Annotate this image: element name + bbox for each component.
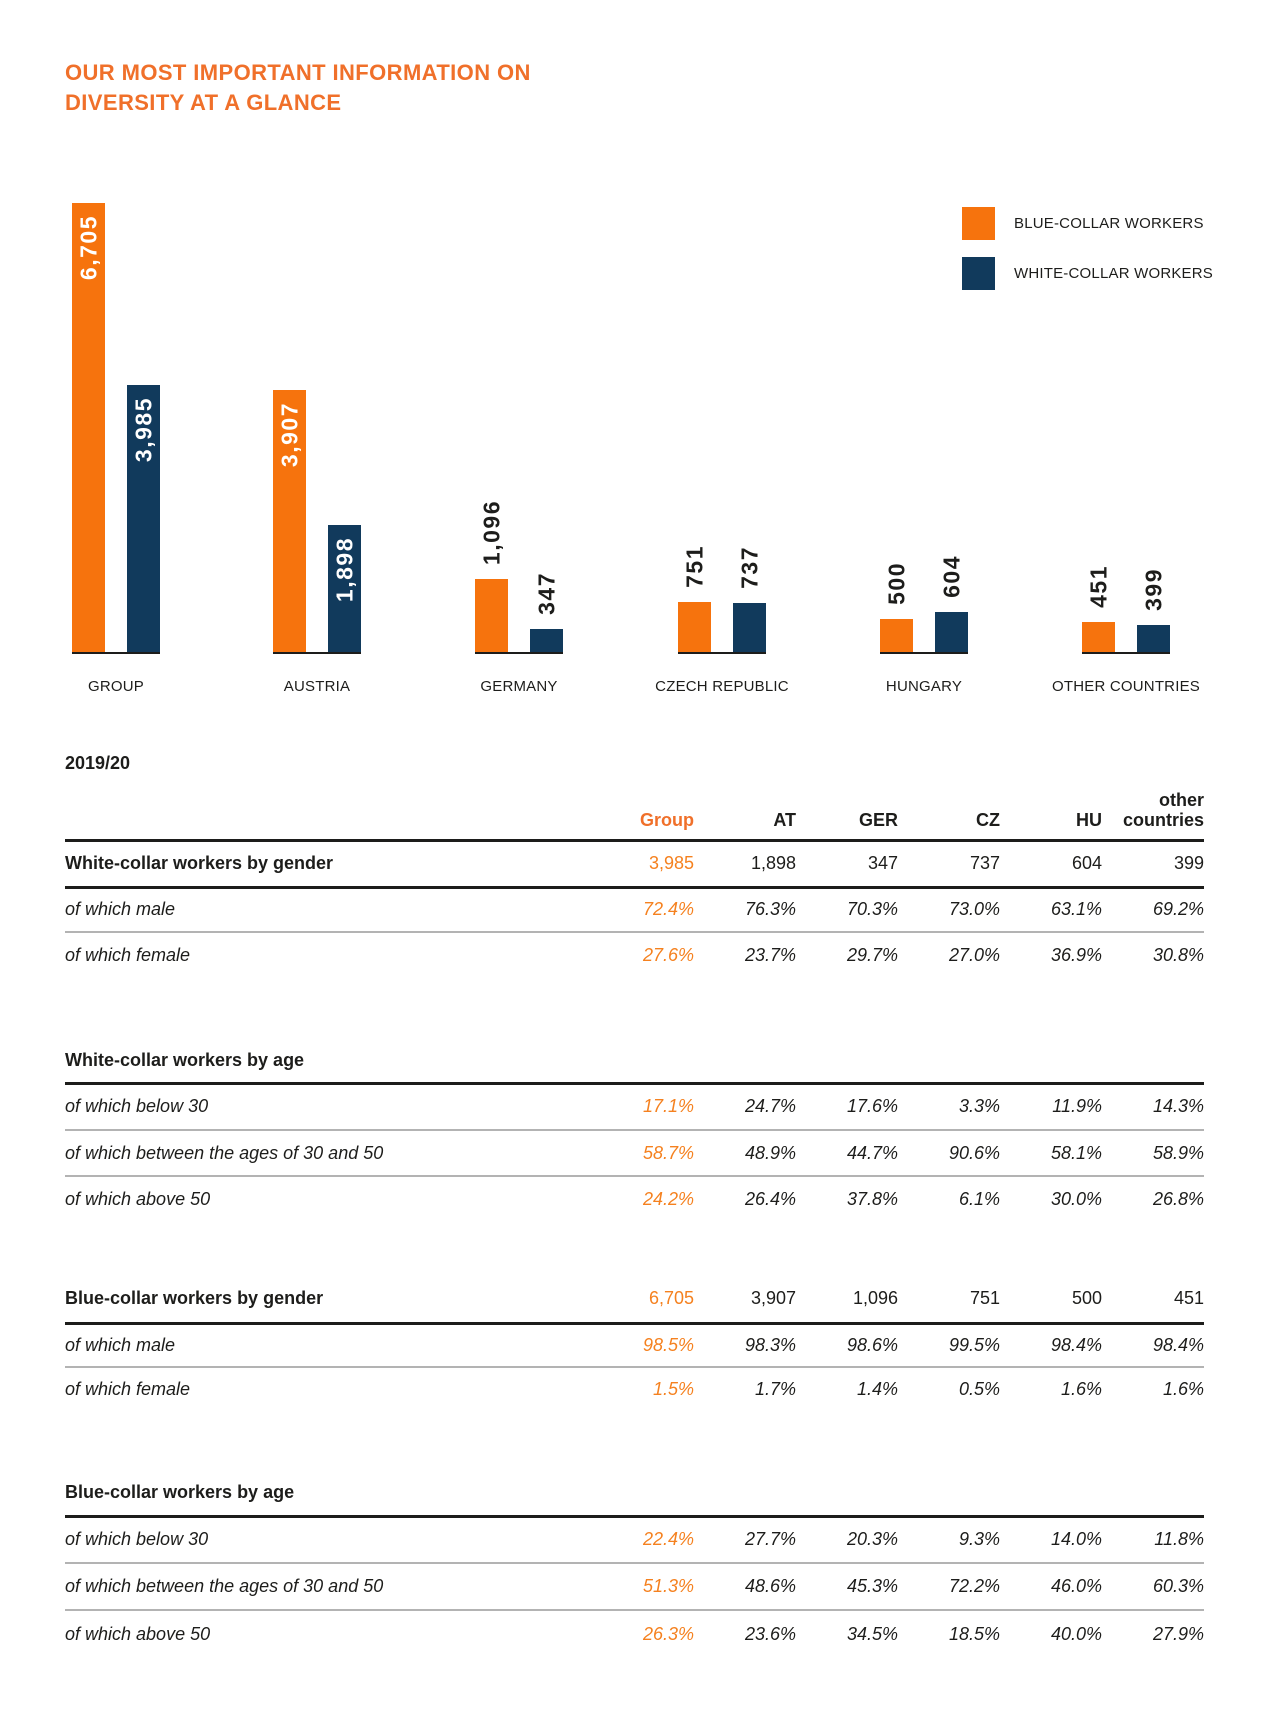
bar-white-collar	[733, 546, 766, 652]
column-header-other-countries: other countries	[1102, 766, 1204, 840]
cell-cz: 3.3%	[898, 1083, 1000, 1130]
cell-other-countries: 26.8%	[1152, 1189, 1204, 1209]
table-data-row	[65, 887, 1204, 932]
cell-hu: 500	[1000, 1276, 1102, 1323]
cell-at: 23.6%	[744, 1623, 796, 1644]
table-data-row	[65, 1130, 1204, 1176]
bar-group-germany	[475, 150, 563, 654]
bar-blue-collar	[475, 499, 508, 652]
bar-group-austria	[273, 150, 361, 654]
group-baseline	[72, 652, 160, 654]
table-data-row	[65, 1083, 1204, 1130]
cell-cz: 9.3%	[898, 1516, 1000, 1563]
cell-other-countries: 1.6%	[1162, 1379, 1204, 1399]
bar-value-label: 399	[1140, 568, 1166, 611]
bar-value-label: 3,907	[276, 402, 302, 468]
cell-at	[694, 1470, 796, 1516]
cell-hu: 604	[1000, 840, 1102, 887]
cell-other-countries: 27.9%	[1152, 1623, 1204, 1644]
page-title	[65, 58, 531, 118]
cell-at: 27.7%	[694, 1516, 796, 1563]
row-label: Blue-collar workers by age	[65, 1470, 592, 1516]
column-header-cz: CZ	[898, 766, 1000, 840]
cell-hu: 63.1%	[1000, 887, 1102, 932]
bar-blue-collar	[1082, 565, 1115, 652]
cell-at: 98.3%	[694, 1323, 796, 1367]
cell-cz: 737	[898, 840, 1000, 887]
cell-hu: 11.9%	[1000, 1083, 1102, 1130]
row-label: White-collar workers by age	[65, 1040, 592, 1083]
row-label: of which male	[65, 1323, 592, 1367]
bar-value-label: 1,096	[478, 499, 504, 565]
row-label: of which female	[65, 944, 191, 965]
cell-group: 72.4%	[592, 887, 694, 932]
cell-hu: 36.9%	[1050, 944, 1102, 965]
cell-other-countries	[1102, 1470, 1204, 1516]
cell-group: 3,985	[592, 840, 694, 887]
row-label: of which below 30	[65, 1083, 592, 1130]
section-header-row-white-collar-workers-by-gender	[65, 840, 1204, 887]
cell-group: 51.3%	[592, 1563, 694, 1610]
cell-ger: 70.3%	[796, 887, 898, 932]
bar-white-collar	[127, 385, 160, 652]
bar-blue-collar	[880, 562, 913, 652]
cell-ger: 1.4%	[856, 1379, 898, 1399]
cell-ger: 17.6%	[796, 1083, 898, 1130]
bar-value-label: 1,898	[331, 537, 357, 603]
row-label: Blue-collar workers by gender	[65, 1276, 592, 1323]
cell-other-countries: 60.3%	[1102, 1563, 1204, 1610]
cell-cz: 751	[898, 1276, 1000, 1323]
group-baseline	[678, 652, 766, 654]
cell-ger: 37.8%	[846, 1189, 898, 1209]
section-spacer	[65, 1222, 1204, 1276]
cell-ger: 44.7%	[796, 1130, 898, 1176]
bar-value-label: 604	[938, 555, 964, 598]
cell-group: 6,705	[592, 1276, 694, 1323]
cell-group: 22.4%	[592, 1516, 694, 1563]
cell-group: 26.3%	[642, 1623, 694, 1644]
section-header-row-white-collar-workers-by-age	[65, 1040, 1204, 1083]
section-spacer	[65, 1411, 1204, 1470]
cell-group: 98.5%	[592, 1323, 694, 1367]
cell-cz	[898, 1470, 1000, 1516]
cell-ger: 20.3%	[796, 1516, 898, 1563]
bar-value-label: 751	[681, 545, 707, 588]
cell-other-countries: 98.4%	[1102, 1323, 1204, 1367]
bar-value-label: 500	[883, 562, 909, 605]
section-spacer	[65, 977, 1204, 1040]
row-label: of which female	[65, 1379, 191, 1399]
cell-ger: 29.7%	[846, 944, 898, 965]
row-label: of which between the ages of 30 and 50	[65, 1563, 592, 1610]
cell-other-countries: 14.3%	[1102, 1083, 1204, 1130]
legend-label: WHITE-COLLAR WORKERS	[1013, 264, 1213, 282]
bar-blue-collar	[678, 545, 711, 652]
bar-value-label: 737	[736, 546, 762, 589]
cell-cz: 0.5%	[958, 1379, 1000, 1399]
cell-hu: 1.6%	[1060, 1379, 1102, 1399]
cell-cz: 18.5%	[948, 1623, 1000, 1644]
table-data-row	[65, 1610, 1204, 1657]
cell-group: 17.1%	[592, 1083, 694, 1130]
year-label: 2019/20	[65, 753, 131, 773]
cell-group: 1.5%	[652, 1379, 694, 1399]
bar-group-hungary	[880, 150, 968, 654]
bar-white-collar	[935, 555, 968, 652]
table-body	[65, 840, 1204, 1657]
cell-hu	[1000, 1470, 1102, 1516]
table-data-row	[65, 932, 1204, 977]
column-header-ger: GER	[796, 766, 898, 840]
column-header-group: Group	[592, 766, 694, 840]
category-label: AUSTRIA	[283, 678, 351, 695]
table-data-row	[65, 1176, 1204, 1222]
table-data-row	[65, 1367, 1204, 1411]
cell-ger: 45.3%	[796, 1563, 898, 1610]
cell-at: 24.7%	[694, 1083, 796, 1130]
cell-other-countries: 30.8%	[1152, 944, 1204, 965]
bar-value-label: 347	[533, 572, 559, 615]
bar-white-collar	[328, 525, 361, 652]
cell-hu: 46.0%	[1000, 1563, 1102, 1610]
row-label: of which above 50	[65, 1623, 211, 1644]
row-label: of which male	[65, 887, 592, 932]
table-data-row	[65, 1323, 1204, 1367]
cell-hu: 14.0%	[1000, 1516, 1102, 1563]
cell-at: 26.4%	[744, 1189, 796, 1209]
cell-at	[694, 1040, 796, 1083]
page-title-line1: OUR MOST IMPORTANT INFORMATION ON	[65, 60, 531, 85]
page-title-line2: DIVERSITY AT A GLANCE	[65, 90, 342, 115]
cell-at: 48.6%	[694, 1563, 796, 1610]
cell-ger	[796, 1470, 898, 1516]
cell-cz: 27.0%	[948, 944, 1000, 965]
cell-ger: 1,096	[796, 1276, 898, 1323]
table-data-row	[65, 1563, 1204, 1610]
cell-other-countries: 69.2%	[1102, 887, 1204, 932]
bar-white-collar	[530, 572, 563, 652]
cell-cz: 99.5%	[898, 1323, 1000, 1367]
cell-at: 48.9%	[694, 1130, 796, 1176]
bar-chart	[0, 150, 1280, 710]
cell-at: 76.3%	[694, 887, 796, 932]
cell-other-countries: 11.8%	[1102, 1516, 1204, 1563]
cell-at: 1,898	[694, 840, 796, 887]
bar-value-label: 6,705	[75, 215, 101, 281]
cell-group: 58.7%	[592, 1130, 694, 1176]
table-head	[65, 766, 1204, 840]
cell-cz: 90.6%	[898, 1130, 1000, 1176]
bar-value-label: 3,985	[130, 397, 156, 463]
cell-cz: 6.1%	[958, 1189, 1000, 1209]
cell-cz: 73.0%	[898, 887, 1000, 932]
bar-group-czech-republic	[678, 150, 766, 654]
group-baseline	[273, 652, 361, 654]
cell-hu: 98.4%	[1000, 1323, 1102, 1367]
cell-other-countries: 451	[1102, 1276, 1204, 1323]
row-label: White-collar workers by gender	[65, 840, 592, 887]
row-label: of which above 50	[65, 1189, 211, 1209]
bar-blue-collar	[72, 203, 105, 652]
cell-cz: 72.2%	[898, 1563, 1000, 1610]
cell-hu: 30.0%	[1050, 1189, 1102, 1209]
cell-at: 3,907	[694, 1276, 796, 1323]
cell-ger	[796, 1040, 898, 1083]
bar-white-collar	[1137, 568, 1170, 652]
cell-at: 23.7%	[744, 944, 796, 965]
section-header-row-blue-collar-workers-by-gender	[65, 1276, 1204, 1323]
cell-group: 24.2%	[642, 1189, 694, 1209]
cell-other-countries: 399	[1102, 840, 1204, 887]
column-header-empty	[65, 766, 592, 840]
cell-cz	[898, 1040, 1000, 1083]
cell-ger: 34.5%	[846, 1623, 898, 1644]
category-label: GERMANY	[480, 678, 558, 695]
column-header-row	[65, 766, 1204, 840]
bar-blue-collar	[273, 390, 306, 652]
cell-group: 27.6%	[642, 944, 694, 965]
category-label: OTHER COUNTRIES	[1051, 678, 1200, 695]
row-label: of which below 30	[65, 1516, 592, 1563]
column-header-hu: HU	[1000, 766, 1102, 840]
category-label: CZECH REPUBLIC	[655, 678, 789, 695]
group-baseline	[1082, 652, 1170, 654]
table-data-row	[65, 1516, 1204, 1563]
bar-value-label: 451	[1085, 565, 1111, 608]
category-label: GROUP	[87, 678, 144, 695]
cell-group	[592, 1040, 694, 1083]
cell-ger: 98.6%	[796, 1323, 898, 1367]
cell-hu	[1000, 1040, 1102, 1083]
data-table	[65, 766, 1204, 1657]
category-label: HUNGARY	[885, 678, 963, 695]
cell-hu: 40.0%	[1050, 1623, 1102, 1644]
cell-other-countries	[1102, 1040, 1204, 1083]
bar-group-other-countries	[1082, 150, 1170, 654]
group-baseline	[475, 652, 563, 654]
cell-hu: 58.1%	[1000, 1130, 1102, 1176]
row-label: of which between the ages of 30 and 50	[65, 1130, 592, 1176]
cell-ger: 347	[796, 840, 898, 887]
cell-at: 1.7%	[754, 1379, 796, 1399]
legend-label: BLUE-COLLAR WORKERS	[1013, 214, 1204, 232]
group-baseline	[880, 652, 968, 654]
column-header-at: AT	[694, 766, 796, 840]
cell-group	[592, 1470, 694, 1516]
cell-other-countries: 58.9%	[1102, 1130, 1204, 1176]
bar-group-group	[72, 150, 160, 654]
section-header-row-blue-collar-workers-by-age	[65, 1470, 1204, 1516]
